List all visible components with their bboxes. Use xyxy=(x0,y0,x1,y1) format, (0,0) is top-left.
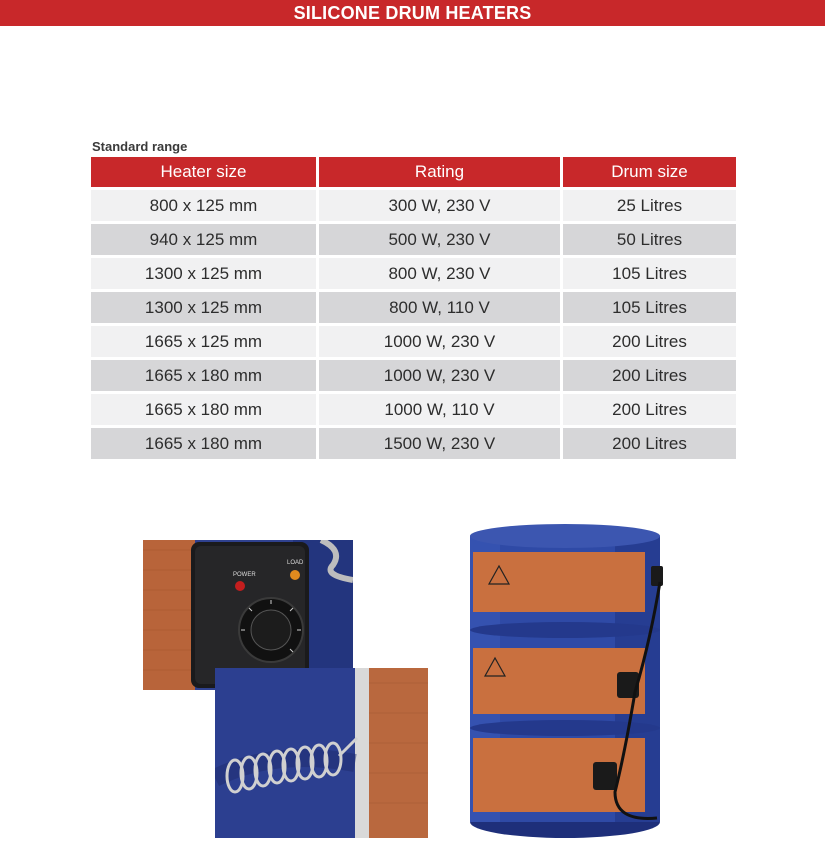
cell-heater-size: 940 x 125 mm xyxy=(91,224,316,255)
cell-rating: 300 W, 230 V xyxy=(319,190,560,221)
cell-drum-size: 105 Litres xyxy=(563,258,736,289)
cell-rating: 800 W, 110 V xyxy=(319,292,560,323)
cell-rating: 1000 W, 110 V xyxy=(319,394,560,425)
table-row xyxy=(91,360,736,391)
table-row xyxy=(91,394,736,425)
cell-drum-size: 200 Litres xyxy=(563,326,736,357)
table-header-row xyxy=(91,157,736,187)
cell-heater-size: 800 x 125 mm xyxy=(91,190,316,221)
cell-drum-size: 200 Litres xyxy=(563,360,736,391)
drum-photo xyxy=(465,522,675,844)
table-row xyxy=(91,292,736,323)
header-heater-size: Heater size xyxy=(91,157,316,187)
page-banner: SILICONE DRUM HEATERS xyxy=(0,0,825,26)
cell-heater-size: 1300 x 125 mm xyxy=(91,292,316,323)
table-row xyxy=(91,190,736,221)
spec-table xyxy=(88,154,739,462)
table-row xyxy=(91,258,736,289)
cell-rating: 800 W, 230 V xyxy=(319,258,560,289)
cell-rating: 1500 W, 230 V xyxy=(319,428,560,459)
header-rating: Rating xyxy=(319,157,560,187)
header-drum-size: Drum size xyxy=(563,157,736,187)
cell-drum-size: 200 Litres xyxy=(563,394,736,425)
load-label: LOAD xyxy=(287,560,304,566)
cell-drum-size: 105 Litres xyxy=(563,292,736,323)
cell-drum-size: 200 Litres xyxy=(563,428,736,459)
cell-rating: 1000 W, 230 V xyxy=(319,326,560,357)
table-row xyxy=(91,326,736,357)
power-label: POWER xyxy=(233,572,256,578)
table-row xyxy=(91,428,736,459)
cell-heater-size: 1665 x 125 mm xyxy=(91,326,316,357)
coil-spring-photo xyxy=(215,668,428,838)
section-subtitle: Standard range xyxy=(92,139,188,154)
cell-heater-size: 1665 x 180 mm xyxy=(91,360,316,391)
cell-rating: 500 W, 230 V xyxy=(319,224,560,255)
cell-heater-size: 1300 x 125 mm xyxy=(91,258,316,289)
cell-drum-size: 50 Litres xyxy=(563,224,736,255)
cell-heater-size: 1665 x 180 mm xyxy=(91,428,316,459)
cell-heater-size: 1665 x 180 mm xyxy=(91,394,316,425)
cell-rating: 1000 W, 230 V xyxy=(319,360,560,391)
cell-drum-size: 25 Litres xyxy=(563,190,736,221)
table-row xyxy=(91,224,736,255)
